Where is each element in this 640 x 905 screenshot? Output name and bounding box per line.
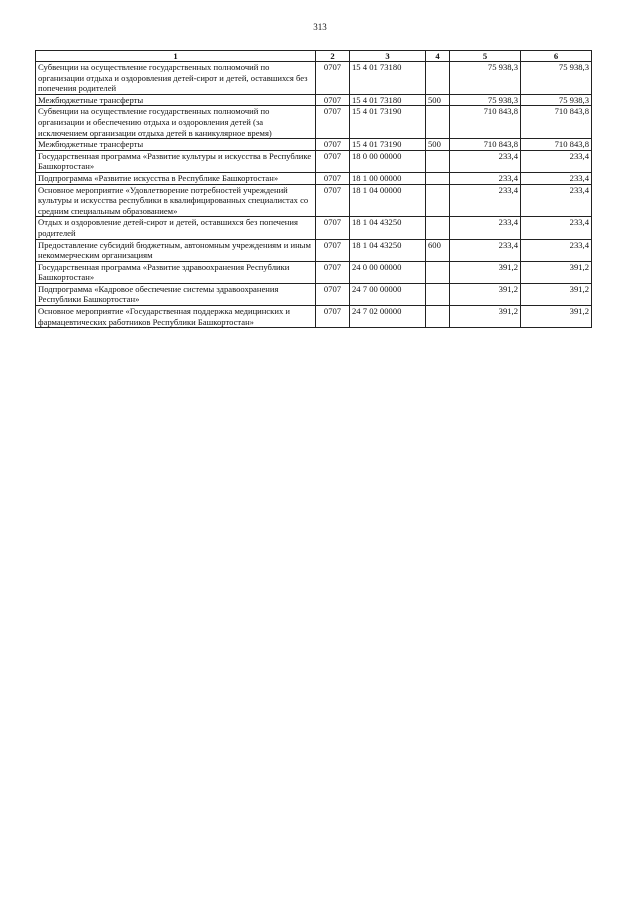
table-row — [36, 172, 592, 184]
table-row — [36, 62, 592, 95]
column-header: 4 — [426, 51, 450, 62]
section-code: 0707 — [316, 172, 350, 184]
target-article-code: 18 1 04 00000 — [350, 184, 426, 217]
target-article-code: 15 4 01 73180 — [350, 62, 426, 95]
target-article-code: 24 0 00 00000 — [350, 261, 426, 283]
section-code: 0707 — [316, 139, 350, 151]
section-code: 0707 — [316, 239, 350, 261]
target-article-code: 15 4 01 73180 — [350, 94, 426, 106]
column-header: 6 — [521, 51, 592, 62]
section-code: 0707 — [316, 94, 350, 106]
item-name: Межбюджетные трансферты — [36, 139, 316, 151]
amount-year-1: 233,4 — [450, 184, 521, 217]
amount-year-1: 233,4 — [450, 172, 521, 184]
item-name: Основное мероприятие «Государственная поддержка медицинских и фармацевтических работников Республики Башкортостан» — [36, 306, 316, 328]
section-code: 0707 — [316, 184, 350, 217]
amount-year-2: 75 938,3 — [521, 94, 592, 106]
amount-year-2: 233,4 — [521, 172, 592, 184]
amount-year-1: 233,4 — [450, 217, 521, 239]
target-article-code: 18 1 04 43250 — [350, 239, 426, 261]
section-code: 0707 — [316, 283, 350, 305]
target-article-code: 18 1 04 43250 — [350, 217, 426, 239]
table-row — [36, 106, 592, 139]
expense-type-code — [426, 184, 450, 217]
amount-year-1: 75 938,3 — [450, 94, 521, 106]
table-row — [36, 184, 592, 217]
amount-year-2: 710 843,8 — [521, 139, 592, 151]
expense-type-code — [426, 261, 450, 283]
item-name: Отдых и оздоровление детей-сирот и детей, оставшихся без попечения родителей — [36, 217, 316, 239]
amount-year-1: 233,4 — [450, 150, 521, 172]
amount-year-1: 391,2 — [450, 283, 521, 305]
expense-type-code — [426, 172, 450, 184]
expense-type-code — [426, 106, 450, 139]
amount-year-2: 233,4 — [521, 150, 592, 172]
item-name: Субвенции на осуществление государственных полномочий по организации и обеспечению отдыха и оздоровления детей (за исключением организации отдыха детей в каникулярное время) — [36, 106, 316, 139]
budget-table — [35, 50, 592, 328]
amount-year-1: 233,4 — [450, 239, 521, 261]
amount-year-2: 710 843,8 — [521, 106, 592, 139]
amount-year-1: 391,2 — [450, 261, 521, 283]
target-article-code: 15 4 01 73190 — [350, 139, 426, 151]
expense-type-code — [426, 306, 450, 328]
amount-year-2: 233,4 — [521, 239, 592, 261]
target-article-code: 18 0 00 00000 — [350, 150, 426, 172]
table-row — [36, 261, 592, 283]
amount-year-2: 391,2 — [521, 283, 592, 305]
amount-year-2: 233,4 — [521, 184, 592, 217]
expense-type-code — [426, 62, 450, 95]
section-code: 0707 — [316, 217, 350, 239]
target-article-code: 24 7 02 00000 — [350, 306, 426, 328]
column-header: 1 — [36, 51, 316, 62]
table-header-row — [36, 51, 592, 62]
section-code: 0707 — [316, 261, 350, 283]
table-row — [36, 283, 592, 305]
expense-type-code: 500 — [426, 139, 450, 151]
amount-year-2: 391,2 — [521, 261, 592, 283]
item-name: Государственная программа «Развитие культуры и искусства в Республике Башкортостан» — [36, 150, 316, 172]
amount-year-1: 75 938,3 — [450, 62, 521, 95]
table-row — [36, 239, 592, 261]
target-article-code: 15 4 01 73190 — [350, 106, 426, 139]
table-body — [36, 62, 592, 328]
item-name: Межбюджетные трансферты — [36, 94, 316, 106]
table-row — [36, 150, 592, 172]
expense-type-code: 600 — [426, 239, 450, 261]
table-row — [36, 217, 592, 239]
expense-type-code — [426, 283, 450, 305]
page-number: 313 — [313, 22, 327, 32]
item-name: Государственная программа «Развитие здравоохранения Республики Башкортостан» — [36, 261, 316, 283]
expense-type-code: 500 — [426, 94, 450, 106]
amount-year-2: 391,2 — [521, 306, 592, 328]
table-row — [36, 306, 592, 328]
amount-year-2: 75 938,3 — [521, 62, 592, 95]
item-name: Субвенции на осуществление государственных полномочий по организации отдыха и оздоровления детей-сирот и детей, оставшихся без попечения родителей — [36, 62, 316, 95]
section-code: 0707 — [316, 106, 350, 139]
column-header: 2 — [316, 51, 350, 62]
target-article-code: 24 7 00 00000 — [350, 283, 426, 305]
amount-year-2: 233,4 — [521, 217, 592, 239]
target-article-code: 18 1 00 00000 — [350, 172, 426, 184]
section-code: 0707 — [316, 150, 350, 172]
amount-year-1: 391,2 — [450, 306, 521, 328]
section-code: 0707 — [316, 62, 350, 95]
amount-year-1: 710 843,8 — [450, 139, 521, 151]
expense-type-code — [426, 150, 450, 172]
section-code: 0707 — [316, 306, 350, 328]
item-name: Подпрограмма «Развитие искусства в Республике Башкортостан» — [36, 172, 316, 184]
column-header: 3 — [350, 51, 426, 62]
item-name: Подпрограмма «Кадровое обеспечение системы здравоохранения Республики Башкортостан» — [36, 283, 316, 305]
column-header: 5 — [450, 51, 521, 62]
item-name: Предоставление субсидий бюджетным, автономным учреждениям и иным некоммерческим организациям — [36, 239, 316, 261]
item-name: Основное мероприятие «Удовлетворение потребностей учреждений культуры и искусства республики в квалифицированных специалистах со средним специальным образованием» — [36, 184, 316, 217]
amount-year-1: 710 843,8 — [450, 106, 521, 139]
table-row — [36, 139, 592, 151]
expense-type-code — [426, 217, 450, 239]
table-row — [36, 94, 592, 106]
